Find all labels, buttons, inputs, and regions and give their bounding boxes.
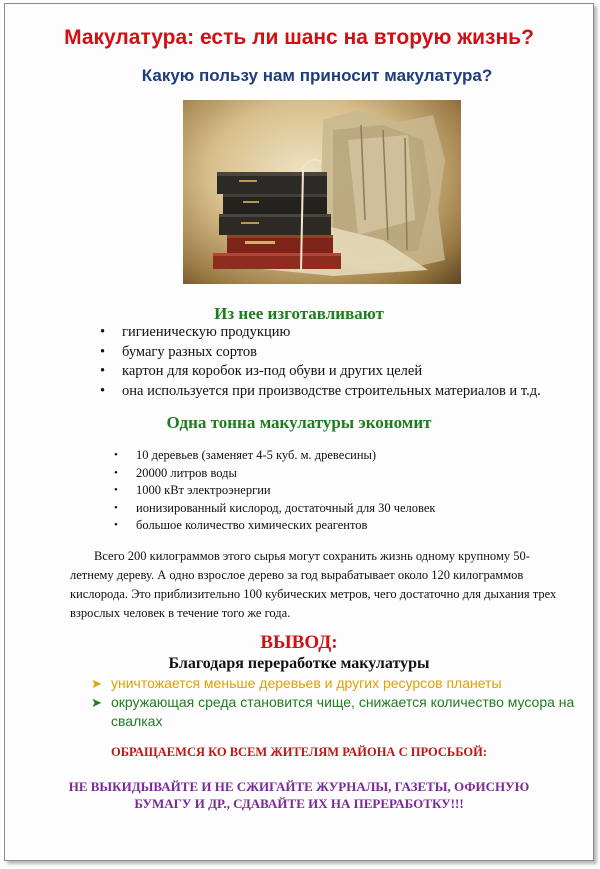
list-item: • она используется при производстве строительных материалов и т.д. xyxy=(98,382,541,402)
conclusion-item-text: окружающая среда становится чище, снижается количество мусора на свалках xyxy=(111,694,575,729)
list-item: • 20000 литров воды xyxy=(112,465,435,483)
list-item: • бумагу разных сортов xyxy=(98,343,541,363)
conclusion-heading: ВЫВОД: xyxy=(260,632,338,653)
list-item: • 10 деревьев (заменяет 4-5 куб. м. древесины) xyxy=(112,447,435,465)
body-paragraph: Всего 200 килограммов этого сырья могут сохранить жизнь одному крупному 50-летнему дереву. А одно взрослое дерево за год вырабатывает около 120 килограммов кислорода. Это приблизительно 100 кубических метров, чего достаточно для дыхания трех взрослых человек в течение того же года. xyxy=(70,549,557,620)
list-item: • ионизированный кислород, достаточный для 30 человек xyxy=(112,500,435,518)
appeal-line-2: НЕ ВЫКИДЫВАЙТЕ И НЕ СЖИГАЙТЕ ЖУРНАЛЫ, ГАЗЕТЫ, ОФИСНУЮ БУМАГУ И ДР., СДАВАЙТЕ ИХ НА ПЕРЕРАБОТКУ!!! xyxy=(68,779,530,811)
conclusion-item xyxy=(91,674,591,693)
saves-list xyxy=(112,447,435,535)
poster-page xyxy=(4,3,594,861)
list-item: • гигиеническую продукцию xyxy=(98,323,541,343)
made-from-heading: Из нее изготавливают xyxy=(214,304,384,323)
books-illustration xyxy=(183,100,461,284)
poster-title: Макулатура: есть ли шанс на вторую жизнь? xyxy=(64,26,534,49)
conclusion-subheading: Благодаря переработке макулатуры xyxy=(168,655,430,672)
books-and-papers-photo xyxy=(183,100,461,284)
conclusion-item xyxy=(91,693,591,731)
arrow-right-icon: ➤ xyxy=(91,676,102,691)
conclusion-item-text: уничтожается меньше деревьев и других ресурсов планеты xyxy=(111,675,502,691)
poster-subtitle: Какую пользу нам приносит макулатура? xyxy=(141,66,493,85)
arrow-right-icon: ➤ xyxy=(91,695,102,710)
list-item: • картон для коробок из-под обуви и других целей xyxy=(98,362,541,382)
saves-heading: Одна тонна макулатуры экономит xyxy=(166,413,432,432)
list-item: • 1000 кВт электроэнергии xyxy=(112,482,435,500)
list-item: • большое количество химических реагентов xyxy=(112,517,435,535)
conclusion-list xyxy=(91,674,591,731)
made-from-list xyxy=(98,323,541,401)
appeal-line-1: ОБРАЩАЕМСЯ КО ВСЕМ ЖИТЕЛЯМ РАЙОНА С ПРОСЬБОЙ: xyxy=(111,745,487,759)
